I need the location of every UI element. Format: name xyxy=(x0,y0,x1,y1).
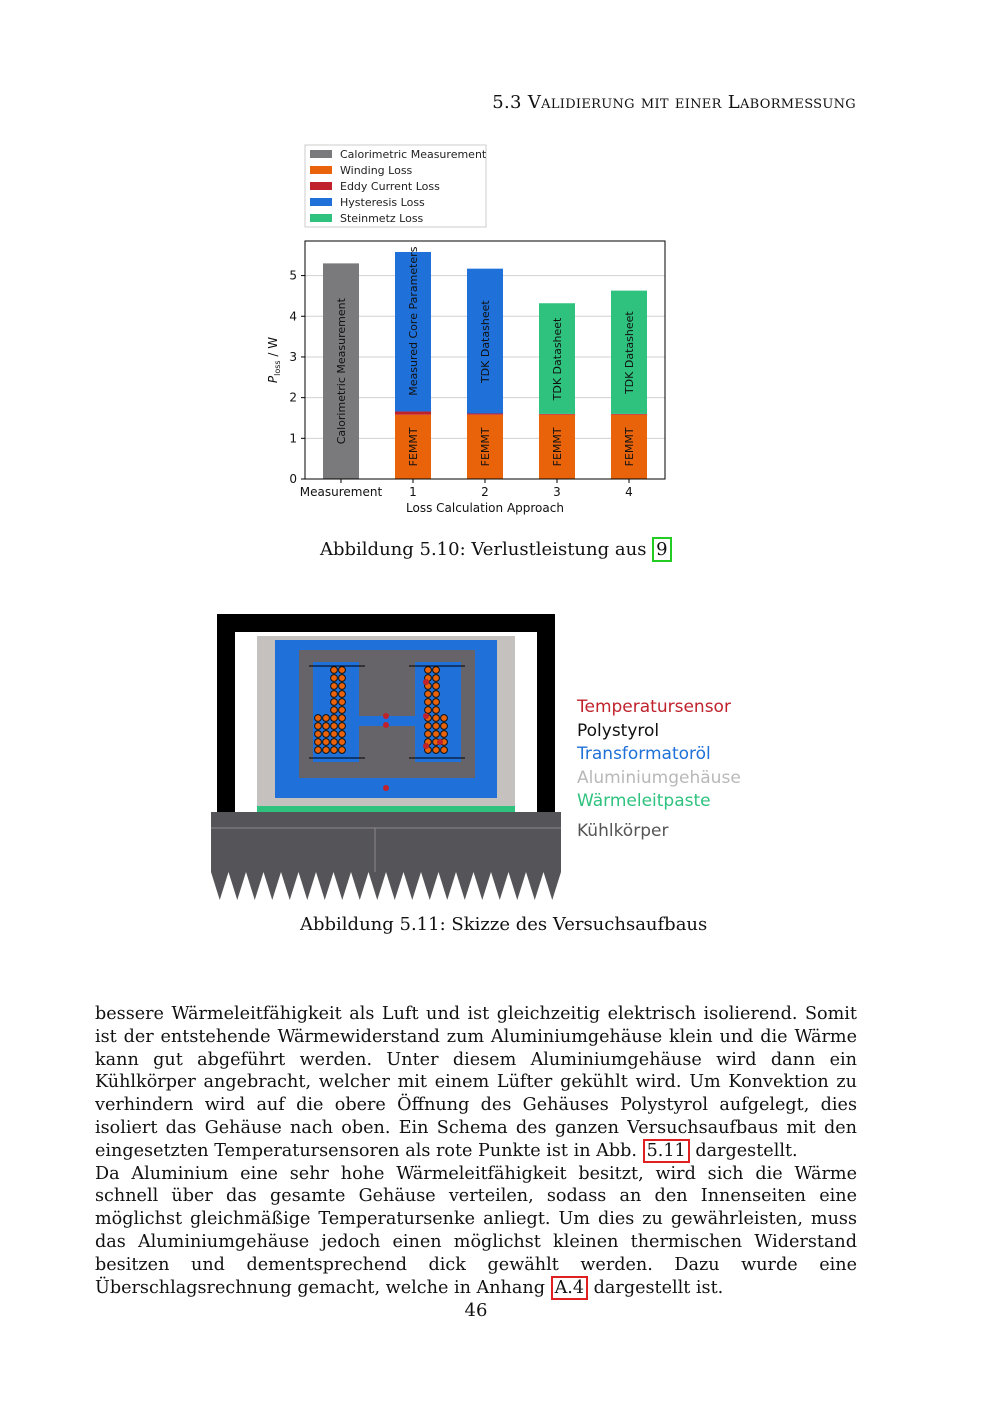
conductor xyxy=(433,723,440,730)
fin xyxy=(509,872,527,900)
running-head xyxy=(492,92,856,113)
setup-legend-label: Transformatoröl xyxy=(577,744,711,764)
fin xyxy=(386,872,404,900)
conductor xyxy=(331,747,338,754)
fin xyxy=(404,872,422,900)
legend-label: Calorimetric Measurement xyxy=(340,148,487,161)
conductor xyxy=(339,715,346,722)
conductor xyxy=(315,747,322,754)
y-tick-label: 5 xyxy=(289,268,297,283)
bar-label: FEMMT xyxy=(407,427,420,467)
conductor xyxy=(315,731,322,738)
conductor xyxy=(339,747,346,754)
paragraph-2-text: Da Aluminium eine sehr hohe Wärmeleitfähigkeit besitzt, wird sich die Wärme schnell über das gesamte Gehäuse verteilen, sodass an den Innenseiten eine möglichst gleichmäßige Temperatursenke anliegt. Um dies zu gewährleisten, muss das Aluminiumgehäuse jedoch einen möglichst kleinen thermischen Widerstand besitzen und dementsprechend dick gewählt werden. Dazu wurde eine Überschlagsrechnung gemacht, welche in Anhang xyxy=(95,1163,857,1298)
conductor xyxy=(315,739,322,746)
bar-label: TDK Datasheet xyxy=(551,317,564,401)
conductor xyxy=(331,675,338,682)
y-tick-label: 0 xyxy=(289,472,297,486)
caption-text: Abbildung 5.10: Verlustleistung aus xyxy=(320,539,647,560)
bar-label: Calorimetric Measurement xyxy=(335,298,348,445)
bar-label: FEMMT xyxy=(623,427,636,467)
appendix-ref-link[interactable]: A.4 xyxy=(551,1276,589,1300)
conductor xyxy=(441,723,448,730)
conductor xyxy=(331,699,338,706)
bar-segment xyxy=(539,414,575,415)
fin xyxy=(439,872,457,900)
setup-legend-label: Aluminiumgehäuse xyxy=(577,768,741,788)
setup-legend-label: Kühlkörper xyxy=(577,821,669,841)
y-tick-label: 3 xyxy=(289,349,297,364)
heat-sink-fins xyxy=(211,872,561,900)
conductor xyxy=(425,707,432,714)
fin xyxy=(421,872,439,900)
legend-label: Eddy Current Loss xyxy=(340,180,440,193)
x-tick-label: 4 xyxy=(625,485,633,499)
conductor xyxy=(425,723,432,730)
fin xyxy=(264,872,282,900)
loss-chart xyxy=(255,138,685,523)
conductor xyxy=(441,747,448,754)
fin xyxy=(299,872,317,900)
heat-sink xyxy=(211,812,561,872)
temperature-sensor-dot xyxy=(383,785,389,791)
conductor xyxy=(441,731,448,738)
conductor xyxy=(339,707,346,714)
conductor xyxy=(339,667,346,674)
conductor xyxy=(331,739,338,746)
fin xyxy=(491,872,509,900)
fin xyxy=(316,872,334,900)
y-tick-label: 2 xyxy=(289,390,297,405)
figure-caption-5-10 xyxy=(320,539,672,560)
conductor xyxy=(433,731,440,738)
temperature-sensor-dot xyxy=(437,739,443,745)
x-tick-label: Measurement xyxy=(299,485,383,499)
fin xyxy=(229,872,247,900)
x-tick-label: 2 xyxy=(481,485,489,499)
setup-sketch xyxy=(205,608,765,908)
conductor xyxy=(331,731,338,738)
bar-segment xyxy=(467,413,503,414)
x-tick-label: 3 xyxy=(553,485,561,499)
fin xyxy=(281,872,299,900)
legend-swatch xyxy=(310,166,332,174)
section-number: 5.3 xyxy=(492,92,522,113)
temperature-sensor-dot xyxy=(423,713,429,719)
conductor xyxy=(323,723,330,730)
conductor xyxy=(331,683,338,690)
section-title: Validierung mit einer Labormessung xyxy=(527,92,856,113)
y-axis-label: $P_{loss}$ / W xyxy=(266,336,282,384)
legend-label: Winding Loss xyxy=(340,164,413,177)
conductor xyxy=(433,683,440,690)
conductor xyxy=(339,723,346,730)
temperature-sensor-dot xyxy=(383,722,389,728)
y-tick-label: 1 xyxy=(289,431,297,446)
figure-ref-link[interactable]: 5.11 xyxy=(643,1139,690,1163)
conductor xyxy=(339,675,346,682)
conductor xyxy=(331,667,338,674)
fin xyxy=(544,872,562,900)
setup-legend-label: Temperatursensor xyxy=(577,697,731,717)
conductor xyxy=(339,739,346,746)
legend-swatch xyxy=(310,198,332,206)
bar-segment xyxy=(395,411,431,414)
page-number: 46 xyxy=(464,1300,488,1321)
paragraph-2-end: dargestellt ist. xyxy=(593,1277,724,1298)
fin xyxy=(474,872,492,900)
bar-segment xyxy=(611,414,647,415)
conductor xyxy=(339,691,346,698)
conductor xyxy=(425,691,432,698)
conductor xyxy=(425,731,432,738)
conductor xyxy=(315,715,322,722)
legend-swatch xyxy=(310,214,332,222)
bar-label: TDK Datasheet xyxy=(479,300,492,384)
fin xyxy=(351,872,369,900)
bar-label: TDK Datasheet xyxy=(623,311,636,395)
fin xyxy=(334,872,352,900)
conductor xyxy=(339,731,346,738)
bar-label: FEMMT xyxy=(479,427,492,467)
setup-legend-label: Polystyrol xyxy=(577,721,660,741)
conductor xyxy=(433,715,440,722)
figure-caption-5-11: Abbildung 5.11: Skizze des Versuchsaufbaus xyxy=(300,914,708,935)
legend-label: Steinmetz Loss xyxy=(340,212,424,225)
thermal-paste xyxy=(257,806,515,812)
temperature-sensor-dot xyxy=(383,713,389,719)
legend-swatch xyxy=(310,150,332,158)
bar-label: FEMMT xyxy=(551,427,564,467)
fin xyxy=(526,872,544,900)
temperature-sensor-dot xyxy=(423,743,429,749)
paragraph-1-text: bessere Wärmeleitfähigkeit als Luft und ist gleichzeitig elektrisch isolierend. Somit ist der entstehende Wärmewiderstand zum Aluminiumgehäuse klein und die Wärme kann gut abgeführt werden. Unter diesem Aluminiumgehäuse wird dann ein Kühlkörper angebracht, welcher mit einem Lüfter gekühlt wird. Um Konvektion zu verhindern wird auf die obere Öffnung des Gehäuses Polystyrol aufgelegt, dies isoliert das Gehäuse nach oben. Ein Schema des ganzen Versuchsaufbaus mit den eingesetzten Temperatursensoren als rote Punkte ist in Abb. xyxy=(95,1004,857,1161)
conductor xyxy=(331,691,338,698)
conductor xyxy=(339,699,346,706)
citation-link[interactable]: 9 xyxy=(652,537,671,562)
fin xyxy=(211,872,229,900)
conductor xyxy=(315,723,322,730)
chart-legend xyxy=(305,145,487,227)
bar-label: Measured Core Parameters xyxy=(407,246,420,396)
legend-swatch xyxy=(310,182,332,190)
conductor xyxy=(433,699,440,706)
conductor xyxy=(331,723,338,730)
setup-legend-label: Wärmeleitpaste xyxy=(577,791,711,811)
temperature-sensor-dot xyxy=(423,679,429,685)
legend-label: Hysteresis Loss xyxy=(340,196,425,209)
setup-legend xyxy=(576,697,741,841)
conductor xyxy=(433,747,440,754)
paragraph-1-end: dargestellt. xyxy=(695,1140,798,1161)
conductor xyxy=(425,699,432,706)
conductor xyxy=(441,715,448,722)
fin xyxy=(369,872,387,900)
paragraph-2 xyxy=(95,1163,857,1300)
conductor xyxy=(323,731,330,738)
conductor xyxy=(323,747,330,754)
conductor xyxy=(323,739,330,746)
conductor xyxy=(425,667,432,674)
conductor xyxy=(433,707,440,714)
paragraph-1 xyxy=(95,1003,857,1163)
fin xyxy=(456,872,474,900)
conductor xyxy=(331,707,338,714)
fin xyxy=(246,872,264,900)
conductor xyxy=(339,683,346,690)
body-text xyxy=(95,1003,857,1299)
conductor xyxy=(331,715,338,722)
y-tick-label: 4 xyxy=(289,309,297,324)
conductor xyxy=(323,715,330,722)
x-tick-label: 1 xyxy=(409,485,417,499)
conductor xyxy=(433,675,440,682)
x-axis-label: Loss Calculation Approach xyxy=(406,501,564,515)
conductor xyxy=(433,667,440,674)
conductor xyxy=(433,691,440,698)
